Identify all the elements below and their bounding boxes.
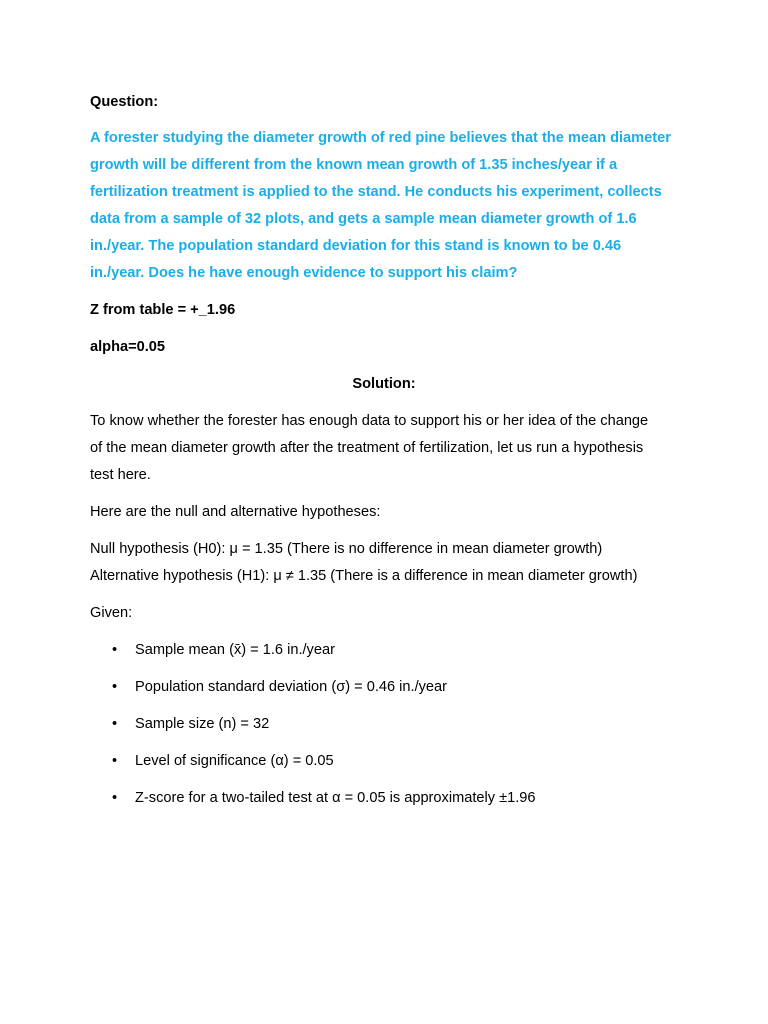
bullet-icon: • <box>112 790 118 806</box>
given-item-text: Level of significance (α) = 0.05 <box>135 753 334 769</box>
solution-intro-line: of the mean diameter growth after the treatment of fertilization, let us run a hypothesis <box>90 440 644 456</box>
bullet-icon: • <box>112 679 118 695</box>
question-line: growth will be different from the known mean growth of 1.35 inches/year if a <box>90 157 618 173</box>
null-hypothesis: Null hypothesis (H0): μ = 1.35 (There is no difference in mean diameter growth) <box>90 541 603 557</box>
given-item-text: Z-score for a two-tailed test at α = 0.05 is approximately ±1.96 <box>135 790 536 806</box>
bullet-icon: • <box>112 716 118 732</box>
question-line: A forester studying the diameter growth of red pine believes that the mean diameter <box>90 130 671 146</box>
bullet-icon: • <box>112 753 118 769</box>
solution-heading: Solution: <box>352 376 416 392</box>
bullet-icon: • <box>112 642 118 658</box>
question-line: data from a sample of 32 plots, and gets a sample mean diameter growth of 1.6 <box>90 211 637 227</box>
question-line-last: in./year. Does he have enough evidence to support his claim? <box>90 265 518 281</box>
question-line: in./year. The population standard deviation for this stand is known to be 0.46 <box>90 238 622 254</box>
given-item-text: Sample mean (x̄) = 1.6 in./year <box>135 642 335 658</box>
solution-intro-line: test here. <box>90 467 151 483</box>
alpha-value: alpha=0.05 <box>90 339 166 355</box>
given-item-text: Sample size (n) = 32 <box>135 716 270 732</box>
given-label: Given: <box>90 605 133 621</box>
alternative-hypothesis: Alternative hypothesis (H1): μ ≠ 1.35 (There is a difference in mean diameter growth) <box>90 568 638 584</box>
question-heading: Question: <box>90 94 159 110</box>
solution-intro-line: To know whether the forester has enough data to support his or her idea of the change <box>90 413 649 429</box>
hypotheses-intro: Here are the null and alternative hypotheses: <box>90 504 381 520</box>
question-line: fertilization treatment is applied to the stand. He conducts his experiment, collects <box>90 184 662 200</box>
z-table-value: Z from table = +_1.96 <box>90 302 236 318</box>
given-item-text: Population standard deviation (σ) = 0.46 in./year <box>135 679 448 695</box>
